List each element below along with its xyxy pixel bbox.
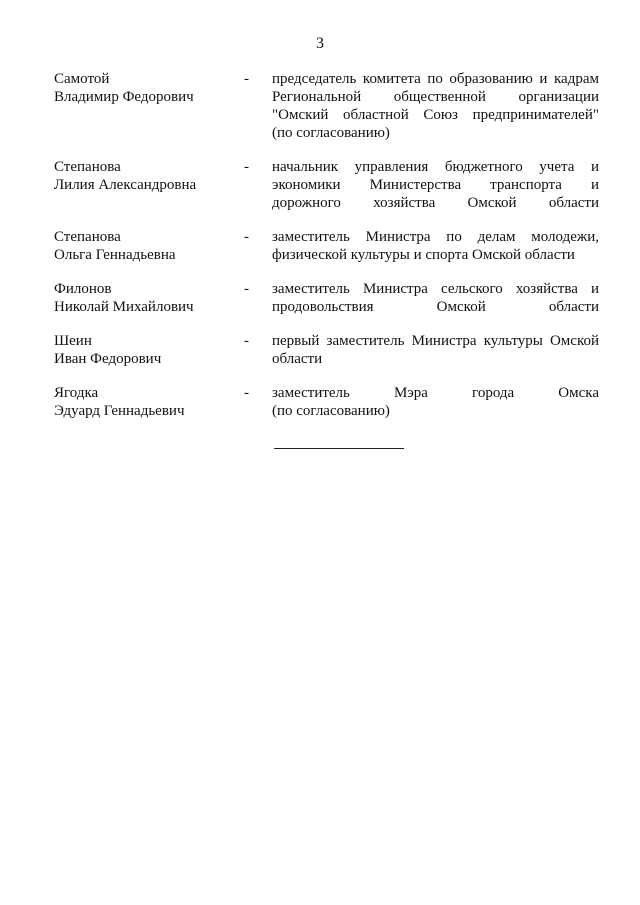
dash-separator: - — [244, 229, 249, 245]
role-line: (по согласованию) — [272, 403, 390, 419]
role-line: Региональной общественной организации — [272, 89, 599, 105]
person-given-names: Эдуард Геннадьевич — [54, 403, 185, 419]
person-name — [54, 384, 244, 420]
person-name — [54, 158, 244, 194]
list-item — [54, 280, 599, 316]
person-given-names: Ольга Геннадьевна — [54, 247, 176, 263]
person-surname: Самотой — [54, 71, 110, 87]
person-role — [272, 332, 599, 368]
role-line: первый заместитель Министра культуры Омской — [272, 333, 599, 349]
list-item — [54, 70, 599, 142]
person-surname: Шеин — [54, 333, 92, 349]
person-role — [272, 280, 599, 316]
role-line: "Омский областной Союз предпринимателей" — [272, 107, 599, 123]
role-line: (по согласованию) — [272, 125, 390, 141]
person-role — [272, 228, 599, 264]
dash-separator: - — [244, 385, 249, 401]
person-given-names: Владимир Федорович — [54, 89, 194, 105]
person-surname: Степанова — [54, 229, 121, 245]
person-name — [54, 228, 244, 264]
dash-separator: - — [244, 159, 249, 175]
role-line: физической культуры и спорта Омской области — [272, 247, 575, 263]
person-name — [54, 70, 244, 106]
person-role — [272, 70, 599, 142]
role-line: экономики Министерства транспорта и — [272, 177, 599, 193]
person-given-names: Лилия Александровна — [54, 177, 197, 193]
dash-separator: - — [244, 333, 249, 349]
role-line: председатель комитета по образованию и кадрам — [272, 71, 599, 87]
role-line: дорожного хозяйства Омской области — [272, 195, 599, 211]
person-role — [272, 384, 599, 420]
role-line: продовольствия Омской области — [272, 299, 599, 315]
list-item — [54, 384, 599, 420]
person-role — [272, 158, 599, 212]
role-line: области — [272, 351, 323, 367]
role-line: начальник управления бюджетного учета и — [272, 159, 599, 175]
page-number: 3 — [316, 35, 324, 52]
end-divider — [274, 448, 404, 449]
list-item — [54, 158, 599, 212]
person-given-names: Николай Михайлович — [54, 299, 194, 315]
role-line: заместитель Министра по делам молодежи, — [272, 229, 599, 245]
role-line: заместитель Министра сельского хозяйства и — [272, 281, 599, 297]
person-surname: Степанова — [54, 159, 121, 175]
role-line: заместитель Мэра города Омска — [272, 385, 599, 401]
person-name — [54, 280, 244, 316]
person-name — [54, 332, 244, 368]
person-surname: Филонов — [54, 281, 112, 297]
list-item — [54, 332, 599, 368]
person-given-names: Иван Федорович — [54, 351, 162, 367]
person-surname: Ягодка — [54, 385, 99, 401]
list-item — [54, 228, 599, 264]
dash-separator: - — [244, 281, 249, 297]
dash-separator: - — [244, 71, 249, 87]
member-list — [54, 70, 599, 436]
